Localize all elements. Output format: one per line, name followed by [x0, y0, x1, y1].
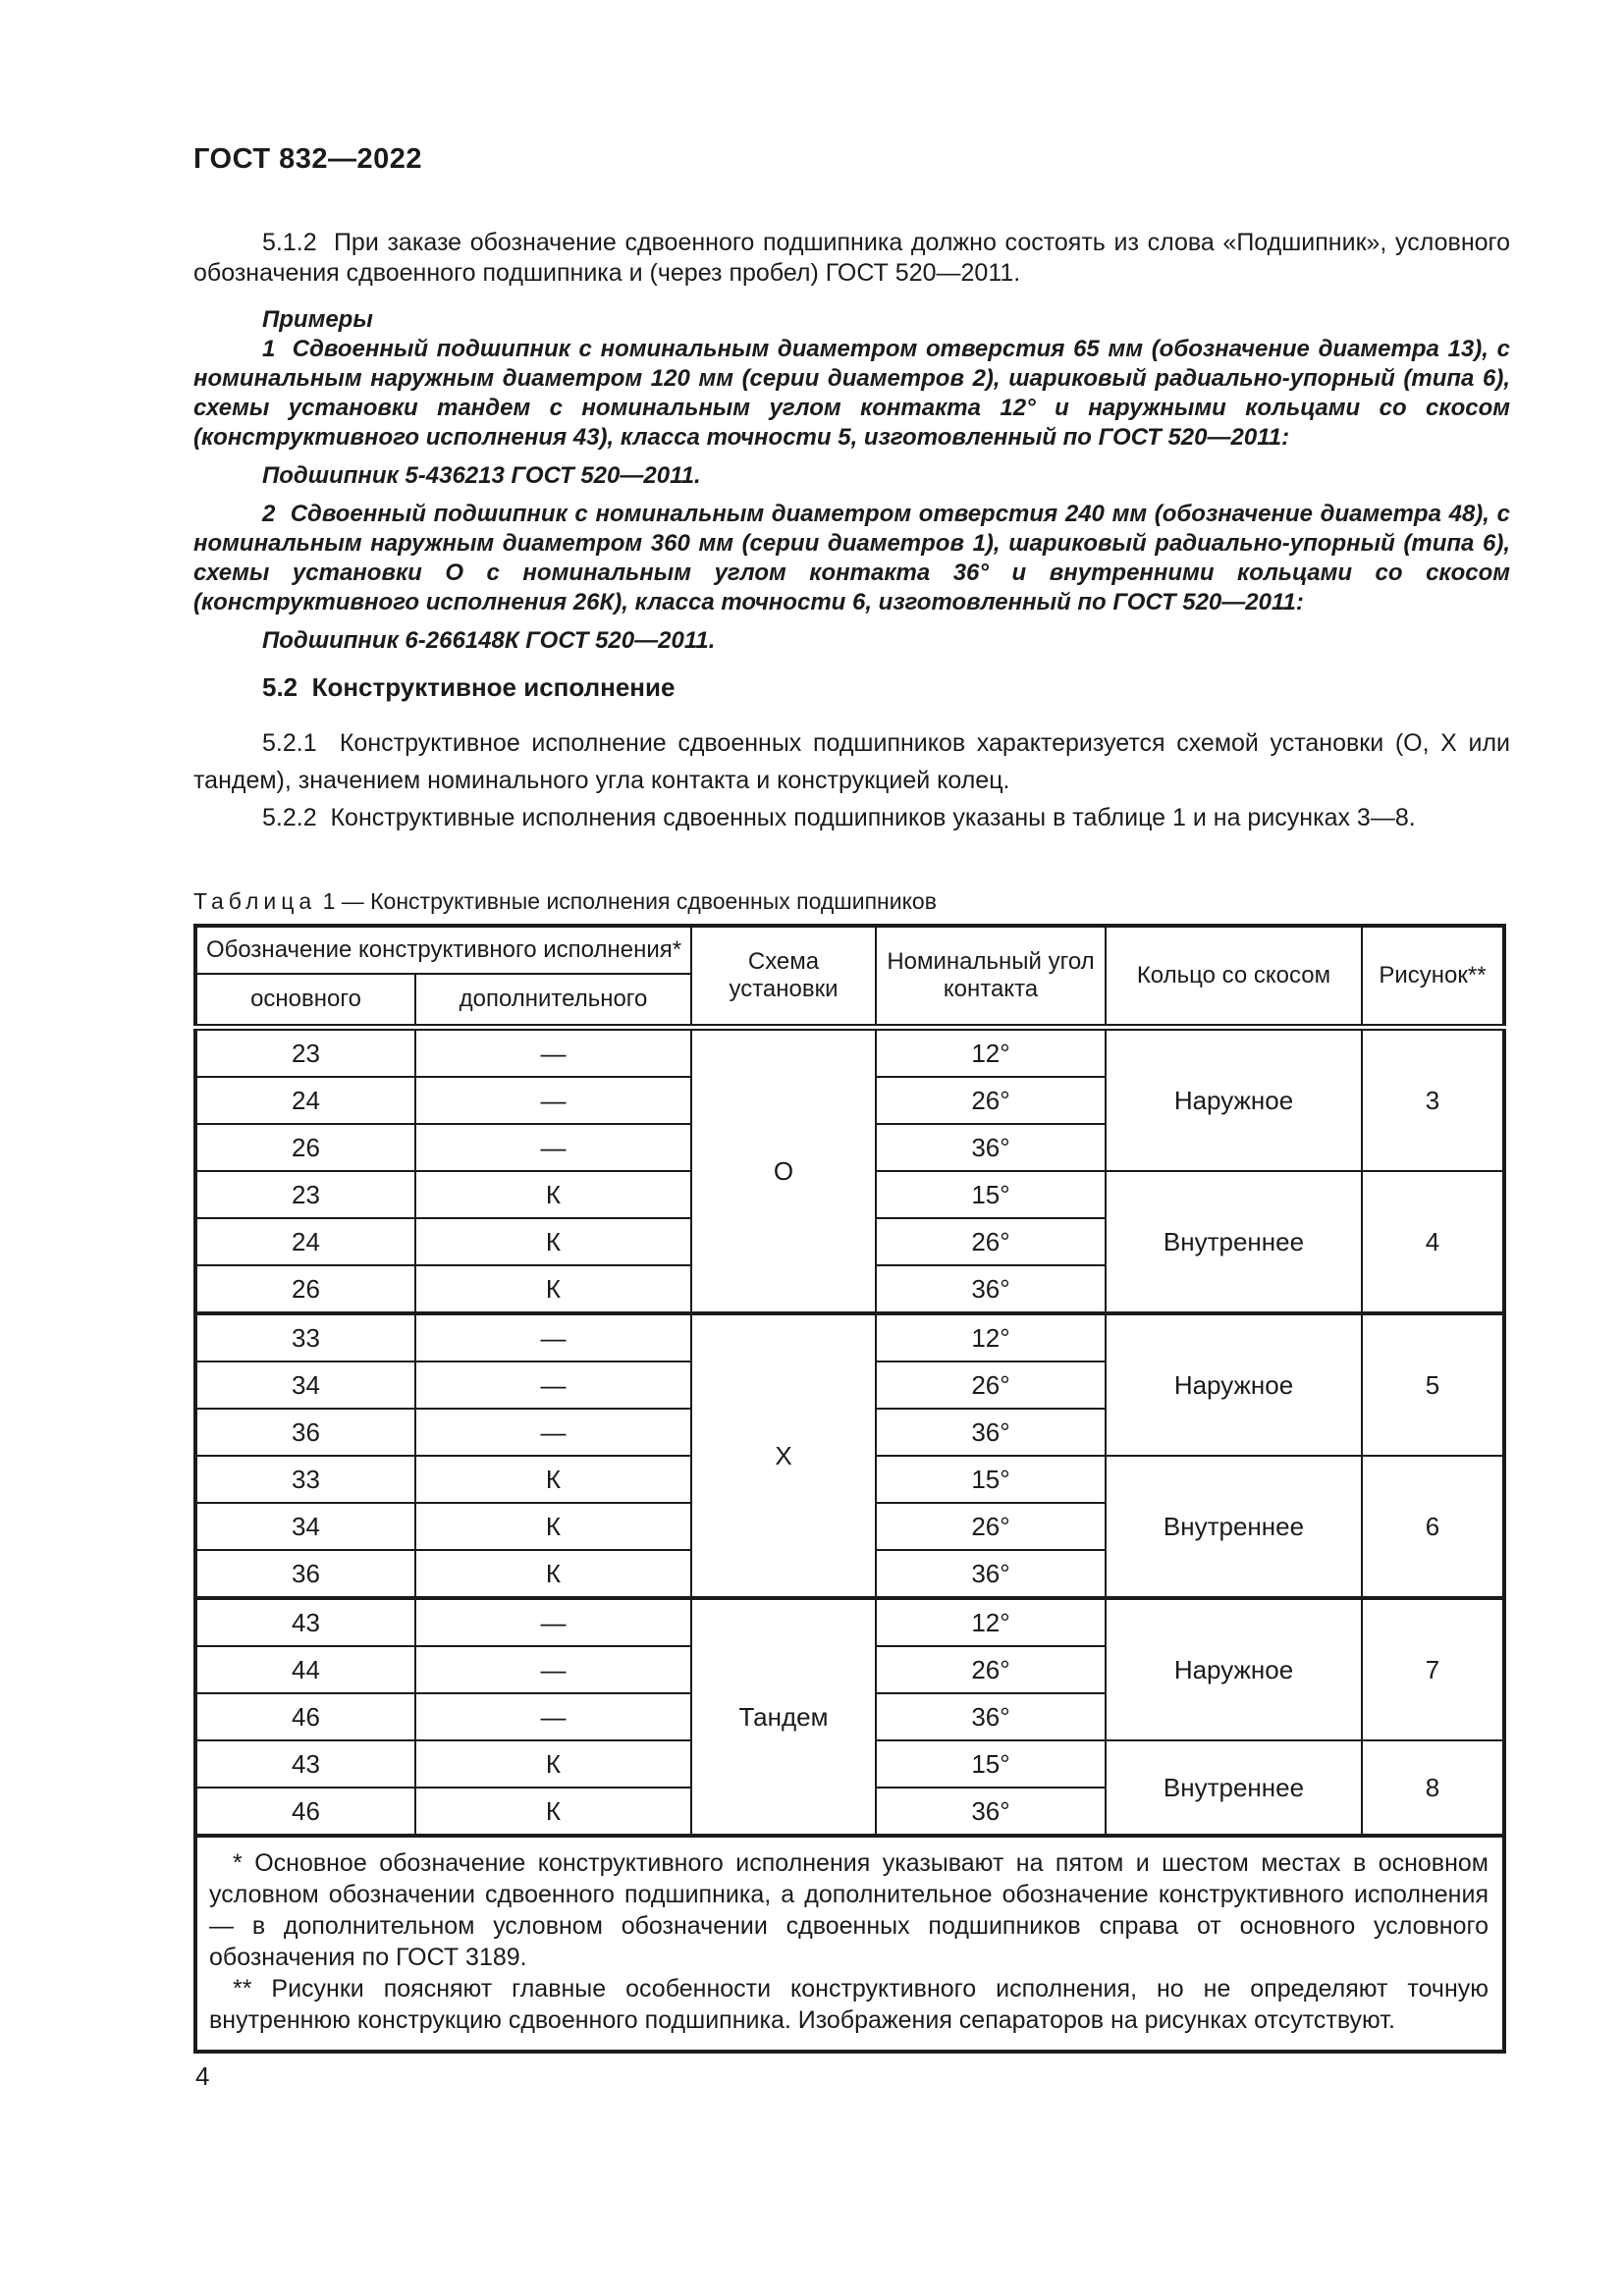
table-cell: 34: [195, 1362, 415, 1409]
table-cell: 7: [1362, 1598, 1504, 1740]
table-cell: К: [415, 1503, 691, 1550]
table-cell: 34: [195, 1503, 415, 1550]
table-cell: Наружное: [1106, 1598, 1362, 1740]
table-cell: —: [415, 1028, 691, 1078]
table-cell: Наружное: [1106, 1028, 1362, 1172]
table-cell: —: [415, 1409, 691, 1456]
footnote: ** Рисунки поясняют главные особенности конструктивного исполнения, но не определяют точную внутреннюю конструкцию сдвоенного подшипника. Изображения сепараторов на рисунках отсутствуют.: [209, 1975, 1489, 2034]
table-cell: 5: [1362, 1313, 1504, 1456]
table-cell: 36: [195, 1550, 415, 1598]
examples-label: Примеры: [262, 306, 373, 333]
table-cell: 6: [1362, 1456, 1504, 1598]
table-cell: 44: [195, 1646, 415, 1693]
example-2-designation: Подшипник 6-266148К ГОСТ 520—2011.: [262, 627, 716, 654]
example-1: 1 Сдвоенный подшипник с номинальным диаметром отверстия 65 мм (обозначение диаметра 13), с номинальным наружным диаметром 120 мм (серии диаметров 2), шариковый радиально-упорный (типа 6), схемы установки тандем с номинальным углом контакта 12° и наружными кольцами со скосом (конструктивного исполнения 43), класса точности 5, изготовленный по ГОСТ 520—2011:: [193, 336, 1510, 451]
table-cell: Внутреннее: [1106, 1171, 1362, 1313]
table-head: [195, 926, 1504, 1028]
table-header-row-1: [195, 926, 1504, 974]
table-caption-rest: 1 — Конструктивные исполнения сдвоенных подшипников: [316, 888, 937, 914]
section-5-2: [193, 671, 1510, 836]
example-2: 2 Сдвоенный подшипник с номинальным диаметром отверстия 240 мм (обозначение диаметра 48), с номинальным наружным диаметром 360 мм (серии диаметров 1), шариковый радиально-упорный (типа 6), схемы установки О с номинальным углом контакта 36° и внутренними кольцами со скосом (конструктивного исполнения 26К), класса точности 6, изготовленный по ГОСТ 520—2011:: [193, 501, 1510, 615]
table-footnote-cell: [195, 1836, 1504, 2052]
page-number: 4: [195, 2061, 210, 2091]
table-row: [195, 1028, 1504, 1078]
table-cell: —: [415, 1646, 691, 1693]
table-cell: 36: [195, 1409, 415, 1456]
table-cell: —: [415, 1077, 691, 1124]
col-header-figure: Рисунок**: [1362, 926, 1504, 1028]
table-cell: 24: [195, 1077, 415, 1124]
table-footnote-row: [195, 1836, 1504, 2052]
table-cell: О: [691, 1028, 876, 1314]
table-row: [195, 1313, 1504, 1362]
examples-block: [193, 305, 1510, 665]
table-cell: 36°: [876, 1265, 1106, 1313]
col-header-additional: дополнительного: [415, 974, 691, 1028]
table-cell: —: [415, 1598, 691, 1646]
table-cell: 33: [195, 1456, 415, 1503]
bearings-table: [193, 924, 1506, 2054]
table-cell: К: [415, 1265, 691, 1313]
paragraph-5-1-2: 5.1.2 При заказе обозначение сдвоенного подшипника должно состоять из слова «Подшипник», условного обозначения сдвоенного подшипника и (через пробел) ГОСТ 520—2011.: [193, 229, 1510, 287]
table-cell: —: [415, 1362, 691, 1409]
col-header-scheme: Схема установки: [691, 926, 876, 1028]
table-cell: 12°: [876, 1028, 1106, 1078]
table-cell: 12°: [876, 1313, 1106, 1362]
table-cell: К: [415, 1456, 691, 1503]
table-cell: Внутреннее: [1106, 1740, 1362, 1836]
table-cell: —: [415, 1693, 691, 1740]
table-cell: 46: [195, 1788, 415, 1836]
table-cell: 36°: [876, 1550, 1106, 1598]
table-cell: 12°: [876, 1598, 1106, 1646]
example-1-designation: Подшипник 5-436213 ГОСТ 520—2011.: [262, 462, 701, 489]
table-cell: 43: [195, 1598, 415, 1646]
table-cell: 36°: [876, 1788, 1106, 1836]
table-row: [195, 1598, 1504, 1646]
table-cell: Внутреннее: [1106, 1456, 1362, 1598]
table-body: [195, 1028, 1504, 1837]
table-foot: [195, 1836, 1504, 2052]
table-caption: [193, 888, 1510, 915]
table-cell: К: [415, 1550, 691, 1598]
table-cell: 23: [195, 1171, 415, 1218]
table-cell: 4: [1362, 1171, 1504, 1313]
table-cell: 8: [1362, 1740, 1504, 1836]
table-footnotes: [209, 1847, 1489, 2036]
table-cell: 43: [195, 1740, 415, 1788]
table-cell: 36°: [876, 1409, 1106, 1456]
table-caption-word: Таблица: [193, 888, 317, 914]
col-header-main: основного: [195, 974, 415, 1028]
heading-5-2: 5.2 Конструктивное исполнение: [262, 672, 676, 702]
table-cell: 26°: [876, 1503, 1106, 1550]
table-cell: 26°: [876, 1362, 1106, 1409]
table-cell: —: [415, 1124, 691, 1171]
doc-header: ГОСТ 832—2022: [193, 143, 423, 175]
table-cell: 3: [1362, 1028, 1504, 1172]
table-cell: 36°: [876, 1693, 1106, 1740]
table-cell: —: [415, 1313, 691, 1362]
table-cell: 36°: [876, 1124, 1106, 1171]
table-cell: Наружное: [1106, 1313, 1362, 1456]
col-header-ring: Кольцо со скосом: [1106, 926, 1362, 1028]
table-cell: 26: [195, 1265, 415, 1313]
table-cell: 23: [195, 1028, 415, 1078]
table-cell: 26°: [876, 1218, 1106, 1265]
table-cell: 26: [195, 1124, 415, 1171]
table-cell: 15°: [876, 1456, 1106, 1503]
table-cell: 15°: [876, 1171, 1106, 1218]
table-cell: К: [415, 1171, 691, 1218]
table-cell: 26°: [876, 1077, 1106, 1124]
paragraph-5-2-1: 5.2.1 Конструктивное исполнение сдвоенных подшипников характеризуется схемой установки (О, Х или тандем), значением номинального угла контакта и конструкцией колец.: [193, 729, 1510, 794]
table-cell: 33: [195, 1313, 415, 1362]
table-cell: 46: [195, 1693, 415, 1740]
table-cell: К: [415, 1740, 691, 1788]
table-cell: 15°: [876, 1740, 1106, 1788]
paragraph-5-2-2: 5.2.2 Конструктивные исполнения сдвоенных подшипников указаны в таблице 1 и на рисунках 3—8.: [262, 804, 1416, 831]
col-header-angle: Номинальный угол контакта: [876, 926, 1106, 1028]
table-cell: К: [415, 1218, 691, 1265]
table-cell: 26°: [876, 1646, 1106, 1693]
table-cell: 24: [195, 1218, 415, 1265]
table-cell: К: [415, 1788, 691, 1836]
footnote: * Основное обозначение конструктивного исполнения указывают на пятом и шестом местах в основном условном обозначении сдвоенного подшипника, а дополнительное обозначение конструктивного исполнения — в дополнительном условном обозначении сдвоенных подшипников справа от основного условного обозначения по ГОСТ 3189.: [209, 1849, 1489, 1971]
table-cell: Х: [691, 1313, 876, 1598]
table-cell: Тандем: [691, 1598, 876, 1836]
col-header-designation: Обозначение конструктивного исполнения*: [195, 926, 691, 974]
